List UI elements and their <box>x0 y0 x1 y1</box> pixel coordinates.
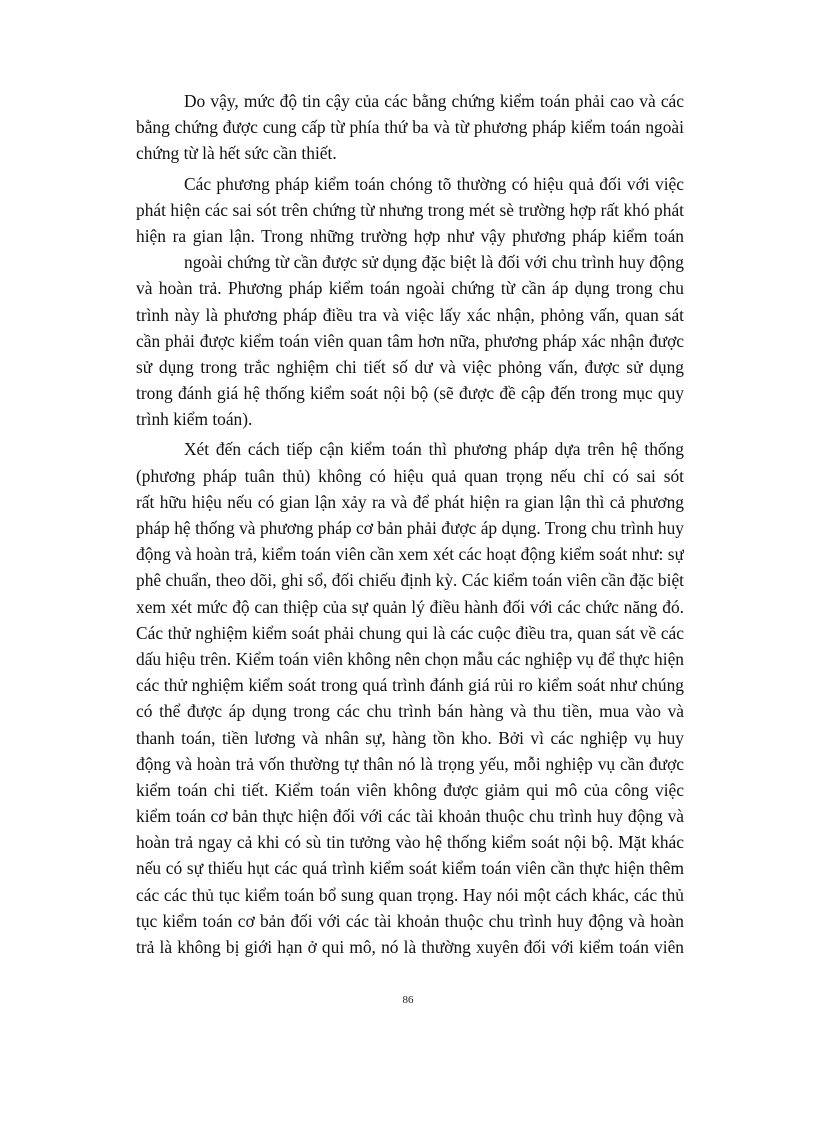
text-line: Các thử nghiệm kiểm soát phải chung qui là các cuộc điều tra, quan sát về các <box>136 622 684 643</box>
text-line: Do vậy, mức độ tin cậy của các bằng chứng kiểm toán phải cao và các <box>184 91 684 111</box>
text-line: kiểm toán chi tiết. Kiểm toán viên không được giảm qui mô của công việc <box>136 779 684 800</box>
text-line: pháp hệ thống và phương pháp cơ bản phải được áp dụng. Trong chu trình huy <box>136 518 684 538</box>
text-line: động và hoàn trả, kiểm toán viên cần xem xét các hoạt động kiểm soát như: sự <box>136 544 684 565</box>
text-line: trình kiểm toán). <box>136 409 253 430</box>
text-line: trình này là phương pháp điều tra và việc lấy xác nhận, phỏng vấn, quan sát <box>136 304 684 325</box>
text-line: có thể được áp dụng trong các chu trình bán hàng và thu tiền, mua vào và <box>136 701 684 722</box>
page-number: 86 <box>402 994 414 1006</box>
text-line: Xét đến cách tiếp cận kiểm toán thì phương pháp dựa trên hệ thống <box>184 439 684 460</box>
text-line: phát hiện các sai sót trên chứng từ nhưng trong mét sè trường hợp rất khó phát <box>136 199 684 220</box>
text-line: nếu có sự thiếu hụt các quá trình kiểm soát kiểm toán viên cần thực hiện thêm <box>136 858 684 879</box>
text-line: cần phải được kiểm toán viên quan tâm hơn nữa, phương pháp xác nhận được <box>136 330 684 351</box>
text-line: trong đánh giá hệ thống kiểm soát nội bộ (sẽ được đề cập đến trong mục quy <box>136 383 684 404</box>
paragraph-1 <box>136 88 684 167</box>
text-line: hoàn trả ngay cả khi có sù tin tưởng vào hệ thống kiểm soát nội bộ. Mặt khác <box>136 832 684 853</box>
text-line: các các thủ tục kiểm toán bổ sung quan trọng. Hay nói một cách khác, các thủ <box>136 884 684 905</box>
text-line: hiện ra gian lận. Trong những trường hợp như vậy phương pháp kiểm toán <box>136 225 684 246</box>
paragraph-2 <box>136 171 684 433</box>
text-line: xem xét mức độ can thiệp của sự quản lý điều hành đối với các chức năng đó. <box>136 596 684 617</box>
text-line: sử dụng trong trắc nghiệm chi tiết số dư và việc phỏng vấn, được sử dụng <box>136 356 684 377</box>
body-text <box>136 88 684 960</box>
text-line: động và hoàn trả vốn thường tự thân nó là trọng yếu, mỗi nghiệp vụ cần được <box>136 753 684 774</box>
paragraph-3 <box>136 436 684 960</box>
text-line: và hoàn trả. Phương pháp kiểm toán ngoài chứng từ cần áp dụng trong chu <box>136 278 684 299</box>
text-line: ngoài chứng từ cần được sử dụng đặc biệt là đối với chu trình huy động <box>184 252 684 273</box>
text-line: phê chuẩn, theo dõi, ghi sổ, đối chiếu định kỳ. Các kiểm toán viên cần đặc biệt <box>136 570 684 591</box>
text-line: trả là không bị giới hạn ở qui mô, nó là thường xuyên đối với kiểm toán viên <box>136 937 684 957</box>
text-line: (phương pháp tuân thủ) không có hiệu quả quan trọng nếu chỉ có sai sót <box>136 465 684 486</box>
text-line: bằng chứng được cung cấp từ phía thứ ba và từ phương pháp kiểm toán ngoài <box>136 117 684 138</box>
text-line: dấu hiệu trên. Kiểm toán viên không nên chọn mẫu các nghiệp vụ để thực hiện <box>136 648 684 669</box>
text-line: thanh toán, tiền lương và nhân sự, hàng tồn kho. Bởi vì các nghiệp vụ huy <box>136 727 684 748</box>
text-line: chứng từ là hết sức cần thiết. <box>136 143 337 164</box>
text-line: rất hữu hiệu nếu có gian lận xảy ra và để phát hiện ra gian lận thì cả phương <box>136 491 684 512</box>
text-line: tục kiểm toán cơ bản đối với các tài khoản thuộc chu trình huy động và hoàn <box>136 910 684 931</box>
text-line: kiểm toán cơ bản thực hiện đối với các tài khoản thuộc chu trình huy động và <box>136 806 684 827</box>
text-line: các thử nghiệm kiểm soát trong quá trình đánh giá rủi ro kiểm soát như chúng <box>136 675 684 696</box>
text-line: Các phương pháp kiểm toán chóng tõ thường có hiệu quả đối với việc <box>184 173 684 194</box>
